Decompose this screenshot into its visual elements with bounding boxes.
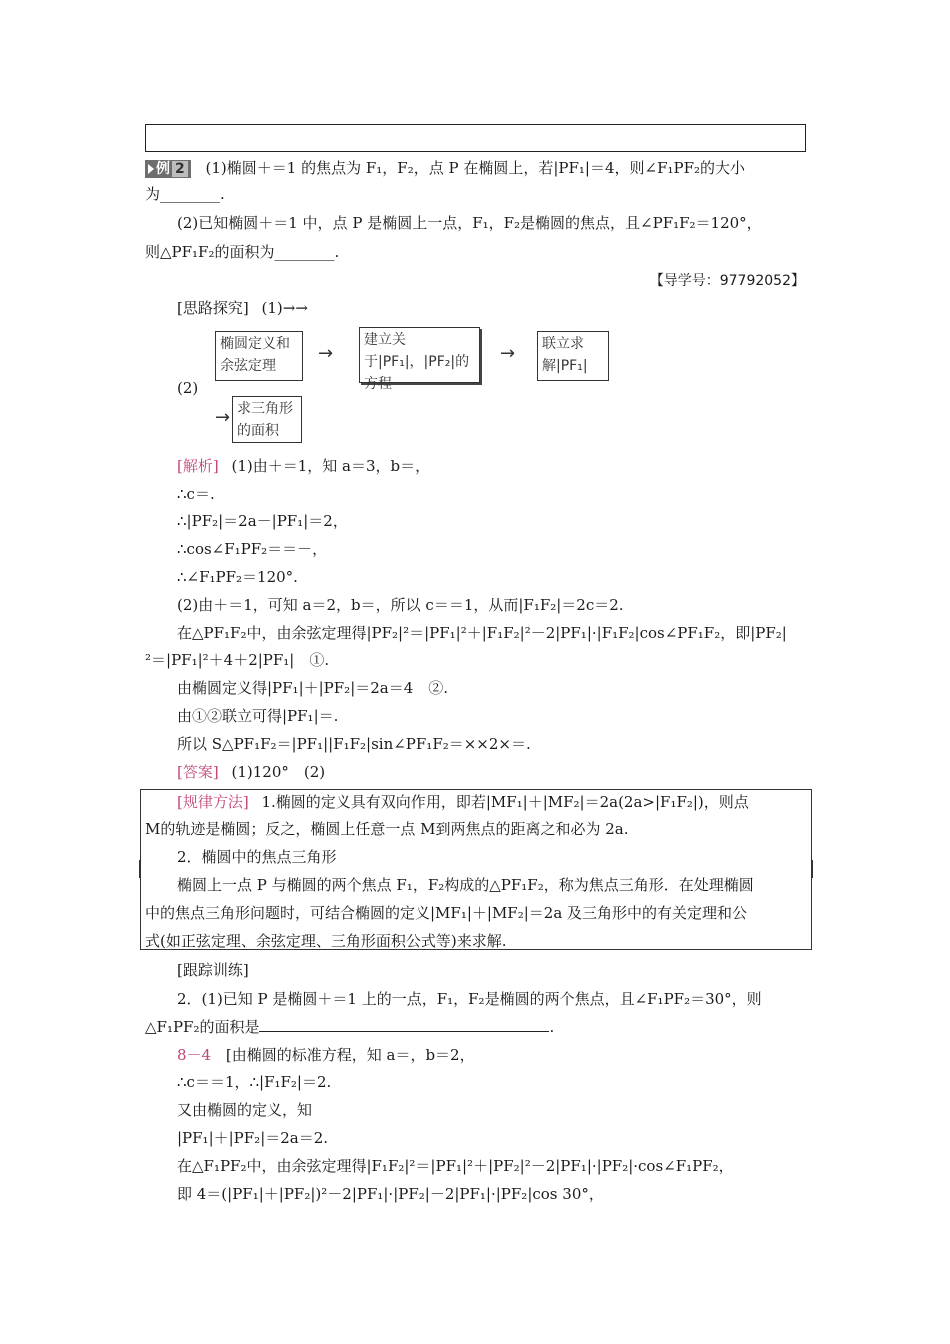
solution-line-2: ∴c＝. <box>177 485 215 503</box>
example-question-1-line-2: 为________. <box>145 185 225 203</box>
answer-blank <box>259 1017 549 1032</box>
method-line-3: 2．椭圆中的焦点三角形 <box>177 848 337 866</box>
triangle-icon <box>148 164 154 174</box>
example-question-2-line-2: 则△PF₁F₂的面积为________. <box>145 243 340 261</box>
flow-box-3: 联立求解|PF₁| <box>537 331 609 381</box>
training-label: [跟踪训练] <box>177 961 249 979</box>
training-answer-line-6: 即 4＝(|PF₁|＋|PF₂|)²－2|PF₁|·|PF₂|－2|PF₁|·|PF₂|cos 30°， <box>177 1185 604 1203</box>
training-answer-line-3: 又由椭圆的定义，知 <box>177 1101 313 1119</box>
flow-arrow-1: → <box>318 343 334 364</box>
training-question-line-1: 2．(1)已知 P 是椭圆＋＝1 上的一点，F₁，F₂是椭圆的两个焦点，且∠F₁PF₂＝30°，则 <box>177 990 762 1008</box>
solution-line-8: ²＝|PF₁|²＋4＋2|PF₁| ①. <box>145 651 330 669</box>
training-answer-line-5: 在△F₁PF₂中，由余弦定理得|F₁F₂|²＝|PF₁|²＋|PF₂|²－2|PF₁|·|PF₂|·cos∠F₁PF₂， <box>177 1157 734 1175</box>
solution-line-10: 由①②联立可得|PF₁|＝. <box>177 707 339 725</box>
answer-line: [答案] (1)120° (2) <box>177 763 326 781</box>
example-badge: 例 2 <box>145 160 191 178</box>
training-question-line-2: △F₁PF₂的面积是 . <box>145 1018 555 1036</box>
example-question-2-line-1: (2)已知椭圆＋＝1 中，点 P 是椭圆上一点，F₁，F₂是椭圆的焦点，且∠PF₁F₂＝120°， <box>177 214 762 232</box>
solution-line-5: ∴∠F₁PF₂＝120°. <box>177 568 298 586</box>
training-answer-label: 8－4 <box>177 1046 212 1064</box>
method-line-5: 中的焦点三角形问题时，可结合椭圆的定义|MF₁|＋|MF₂|＝2a 及三角形中的有关定理和公 <box>145 904 748 922</box>
training-answer-line-2: ∴c＝＝1，∴|F₁F₂|＝2. <box>177 1073 332 1091</box>
solution-line-9: 由椭圆定义得|PF₁|＋|PF₂|＝2a＝4 ②. <box>177 679 449 697</box>
solution-line-11: 所以 S△PF₁F₂＝|PF₁||F₁F₂|sin∠PF₁F₂＝××2×＝. <box>177 735 531 753</box>
method-line-4: 椭圆上一点 P 与椭圆的两个焦点 F₁，F₂构成的△PF₁F₂，称为焦点三角形．在处理椭圆 <box>177 876 754 894</box>
thinking-part-2-label: (2) <box>177 379 199 397</box>
flow-arrow-2: → <box>500 343 516 364</box>
method-line-6: 式(如正弦定理、余弦定理、三角形面积公式等)来求解. <box>145 932 507 950</box>
solution-line-4: ∴cos∠F₁PF₂＝＝－， <box>177 540 328 558</box>
solution-line-6: (2)由＋＝1，可知 a＝2，b＝，所以 c＝＝1，从而|F₁F₂|＝2c＝2. <box>177 596 624 614</box>
solution-line-1: [解析] (1)由＋＝1，知 a＝3，b＝， <box>177 457 431 475</box>
solution-label: [解析] <box>177 457 219 475</box>
flow-box-2: 建立关于|PF₁|，|PF₂|的方程 <box>359 327 480 383</box>
solution-line-3: ∴|PF₂|＝2a－|PF₁|＝2， <box>177 512 348 530</box>
example-question-1-line-1: 例 2 (1)椭圆＋＝1 的焦点为 F₁，F₂，点 P 在椭圆上，若|PF₁|＝4，则∠F₁PF₂的大小 <box>145 158 745 178</box>
method-label: [规律方法] <box>177 793 249 811</box>
flow-arrow-3: → <box>215 407 231 428</box>
training-answer-line-1: 8－4 [由椭圆的标准方程，知 a＝，b＝2， <box>177 1046 475 1064</box>
guide-number: 【导学号：97792052】 <box>649 273 805 289</box>
flow-box-1: 椭圆定义和余弦定理 <box>215 331 303 381</box>
method-line-2: M的轨迹是椭圆；反之，椭圆上任意一点 M到两焦点的距离之和必为 2a. <box>145 820 629 838</box>
answer-label: [答案] <box>177 763 219 781</box>
method-box <box>140 789 812 950</box>
thinking-part-1: (1)→→ <box>261 299 308 317</box>
flow-box-4: 求三角形的面积 <box>232 396 302 443</box>
solution-line-7: 在△PF₁F₂中，由余弦定理得|PF₂|²＝|PF₁|²＋|F₁F₂|²－2|PF₁|·|F₁F₂|cos∠PF₁F₂，即|PF₂| <box>177 624 787 642</box>
thinking-line <box>177 298 308 318</box>
header-blank-box <box>145 124 806 152</box>
method-line-1: [规律方法] 1.椭圆的定义具有双向作用，即若|MF₁|＋|MF₂|＝2a(2a>|F₁F₂|)，则点 <box>177 793 749 811</box>
training-answer-line-4: |PF₁|＋|PF₂|＝2a＝2. <box>177 1129 329 1147</box>
thinking-label: [思路探究] <box>177 299 249 317</box>
